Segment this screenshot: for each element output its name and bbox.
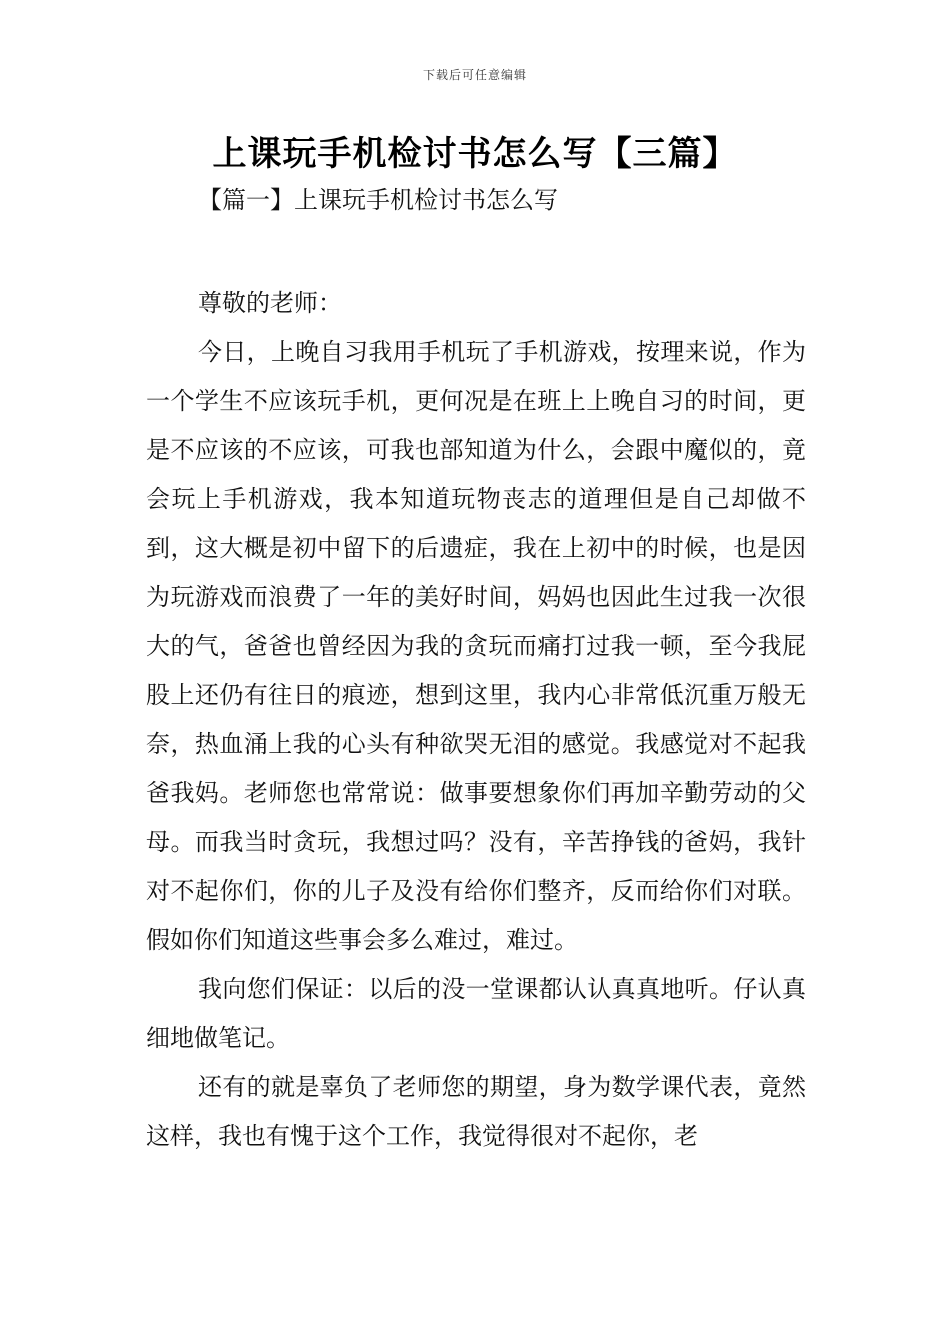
header-note: 下载后可任意编辑	[422, 68, 527, 82]
letter-body	[146, 279, 806, 1161]
document-title: 上课玩手机检讨书怎么写【三篇】	[212, 134, 738, 174]
paragraph-2: 我向您们保证：以后的没一堂课都认认真真地听。仔认真细地做笔记。	[146, 975, 806, 1052]
paragraph-3: 还有的就是辜负了老师您的期望，身为数学课代表，竟然这样，我也有愧于这个工作，我觉得很对不起你，老	[146, 1073, 806, 1150]
section-heading: 【篇一】上课玩手机检讨书怎么写	[198, 186, 558, 214]
salutation: 尊敬的老师：	[198, 289, 342, 317]
paragraph-1: 今日，上晚自习我用手机玩了手机游戏，按理来说，作为一个学生不应该玩手机，更何况是在班上上晚自习的时间，更是不应该的不应该，可我也部知道为什么，会跟中魔似的，竟会玩上手机游戏，我本知道玩物丧志的道理但是自己却做不到，这大概是初中留下的后遗症，我在上初中的时候，也是因为玩游戏而浪费了一年的美好时间，妈妈也因此生过我一次很大的气，爸爸也曾经因为我的贪玩而痛打过我一顿，至今我屁股上还仍有往日的痕迹，想到这里，我内心非常低沉重万般无奈，热血涌上我的心头有种欲哭无泪的感觉。我感觉对不起我爸我妈。老师您也常常说：做事要想象你们再加辛勤劳动的父母。而我当时贪玩，我想过吗？没有，辛苦挣钱的爸妈，我针对不起你们，你的儿子及没有给你们整齐，反而给你们对联。假如你们知道这些事会多么难过，难过。	[146, 338, 806, 954]
